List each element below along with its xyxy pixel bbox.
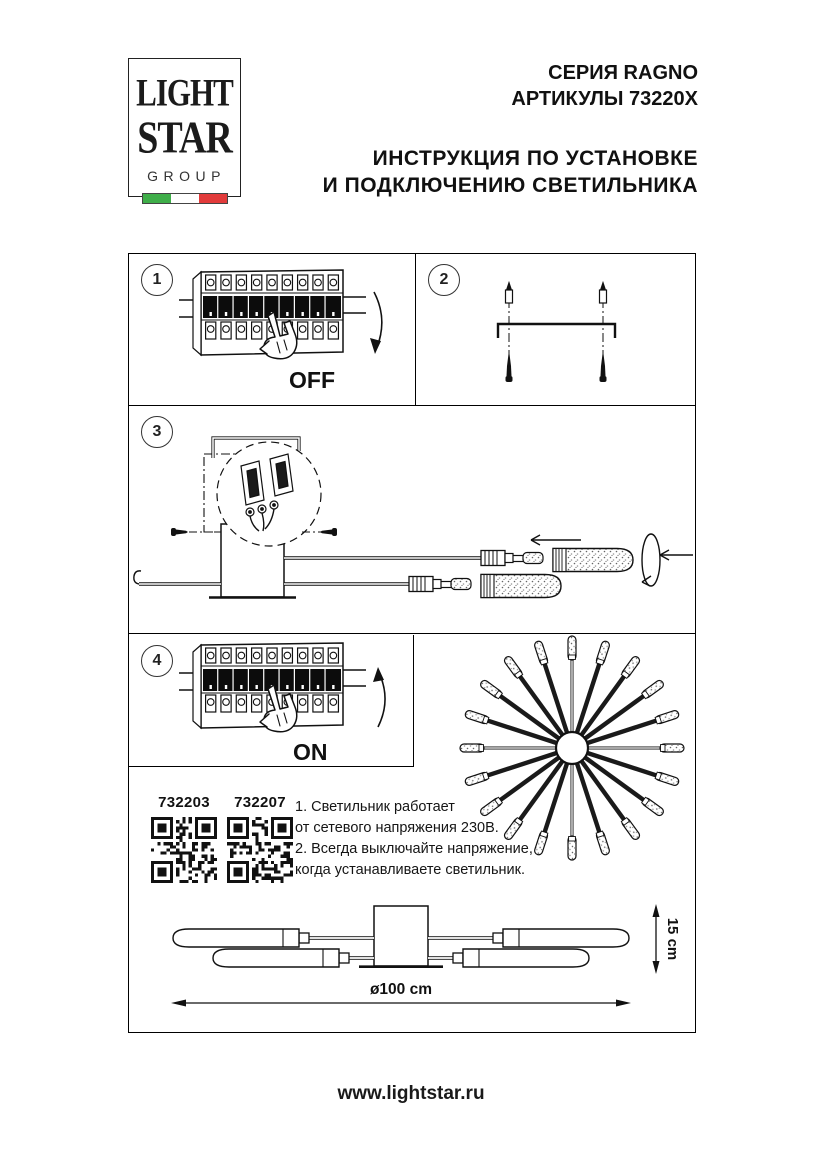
height-dimension [653, 904, 682, 974]
article-label: 732203 [158, 794, 210, 811]
step-1-badge: 1 [141, 264, 173, 296]
halogen-lamp-icon [523, 553, 543, 564]
instruction-title-line1: ИНСТРУКЦИЯ ПО УСТАНОВКЕ [372, 147, 698, 170]
header-block [323, 60, 698, 199]
note-line: от сетевого напряжения 230В. [295, 820, 499, 836]
lightstar-logo [128, 58, 241, 197]
curved-down-arrow-icon [370, 292, 382, 354]
instruction-title [323, 145, 698, 199]
series-title: СЕРИЯ RAGNO [548, 62, 698, 84]
upper-arm-assembly [284, 535, 633, 572]
screw-icon [506, 350, 607, 382]
curved-up-arrow-icon [373, 667, 385, 727]
panel-step-1 [129, 254, 416, 406]
logo-group-text: GROUP [147, 168, 226, 184]
diameter-dimension [171, 981, 631, 1007]
italian-flag-icon [142, 193, 228, 204]
panel-step-2 [416, 254, 695, 406]
logo-star-text: STAR [137, 112, 232, 164]
insert-arrow-icon [531, 535, 581, 545]
wiring-illustration [129, 406, 695, 633]
qr-section [151, 794, 297, 883]
instruction-title-line2: И ПОДКЛЮЧЕНИЮ СВЕТИЛЬНИКА [322, 174, 698, 197]
magnifier-circle [217, 442, 321, 546]
bracket-bar [498, 324, 615, 338]
lamp-socket-icon [505, 554, 513, 563]
step-2-badge: 2 [428, 264, 460, 296]
note-line: 1. Светильник работает [295, 799, 455, 815]
qr-code-image [227, 817, 293, 883]
note-line: 2. Всегда выключайте напряжение, [295, 841, 533, 857]
safety-notes [295, 797, 535, 881]
product-qr-item [227, 794, 293, 883]
step-4-badge: 4 [141, 645, 173, 677]
qr-code-image [151, 817, 217, 883]
canopy-box [374, 906, 428, 966]
on-label: ON [293, 738, 328, 765]
height-dimension-label: 15 cm [664, 917, 682, 961]
rotation-arrow-icon [642, 534, 693, 586]
panel-step-3 [129, 406, 695, 634]
instruction-diagram-frame [128, 253, 696, 1033]
wall-anchor-icon [506, 283, 607, 304]
chandelier-hub [556, 732, 588, 764]
off-label: OFF [289, 367, 335, 393]
lower-arm-assembly [134, 571, 561, 598]
product-qr-item [151, 794, 217, 883]
flag-white-stripe [171, 194, 199, 203]
diameter-dimension-label: ø100 cm [369, 981, 433, 998]
articles-title: АРТИКУЛЫ 73220X [511, 88, 698, 110]
article-label: 732207 [234, 794, 286, 811]
note-line: когда устанавливаете светильник. [295, 862, 526, 878]
footer-url: www.lightstar.ru [337, 1083, 485, 1104]
flag-red-stripe [199, 194, 227, 203]
step-3-badge: 3 [141, 416, 173, 448]
flag-green-stripe [143, 194, 171, 203]
fixture-side-view-illustration [129, 892, 695, 1032]
logo-light-text: LIGHT [136, 70, 233, 115]
panel-step-4 [129, 635, 414, 768]
